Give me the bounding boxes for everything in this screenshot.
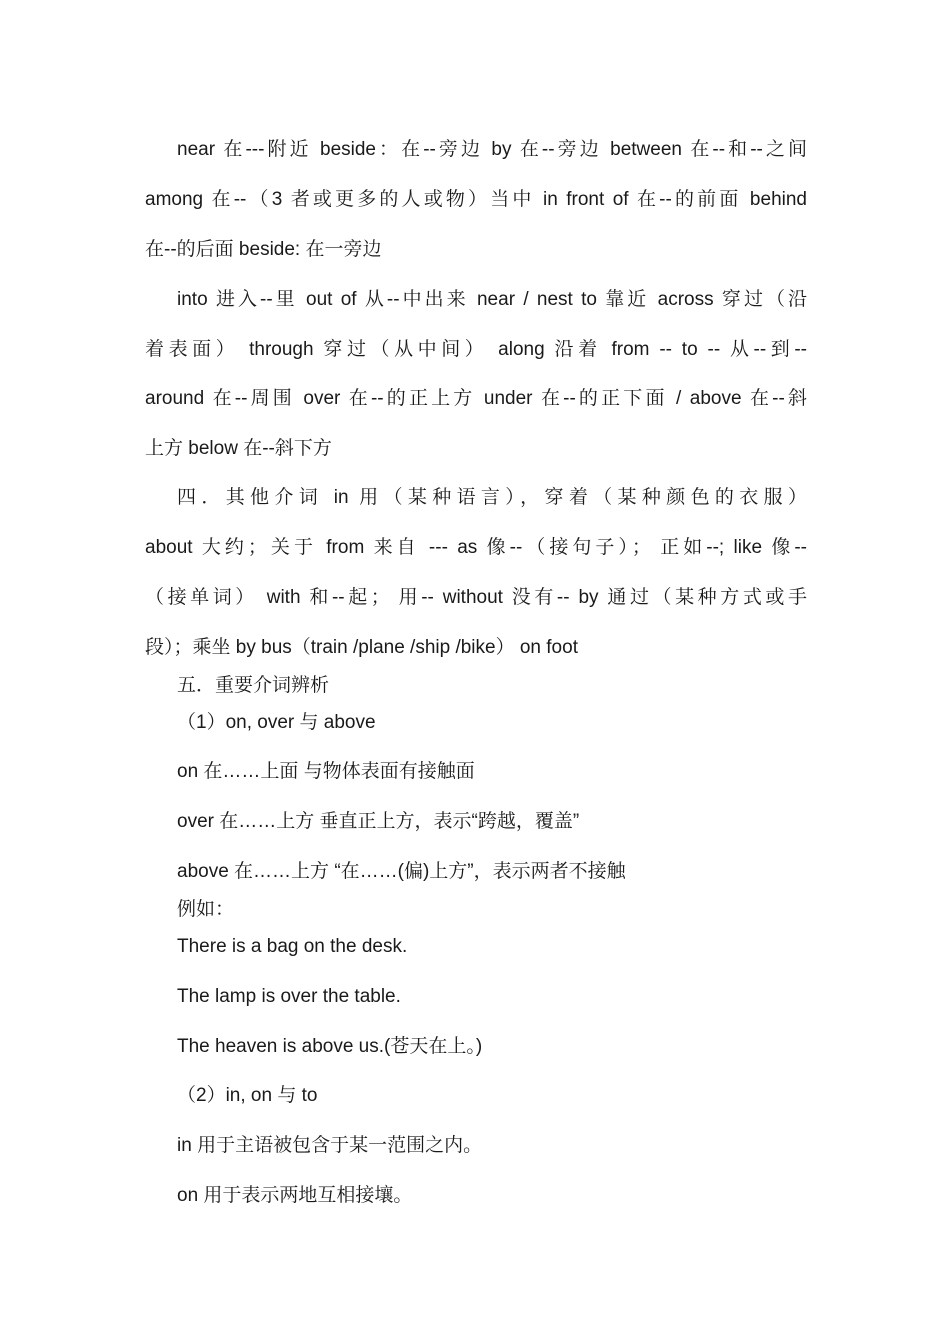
example-sentence: The heaven is above us.(苍天在上。) (177, 1036, 483, 1057)
definition-line: above 在……上方 “在……(偏)上方”，表示两者不接触 (177, 861, 626, 882)
text-line: among 在--（3 者或更多的人或物）当中 in front of 在--的前面 behind (145, 189, 807, 210)
definition-line: in 用于主语被包含于某一范围之内。 (177, 1135, 483, 1156)
subsection-heading: （2）in, on 与 to (177, 1085, 318, 1106)
text-line: around 在--周围 over 在--的正上方 under 在--的正下面 / above 在--斜 (145, 388, 807, 409)
text-line: into 进入--里 out of 从--中出来 near / nest to 靠近 across 穿过（沿 (177, 289, 807, 310)
text-line: 段）；乘坐 by bus（train /plane /ship /bike） on foot (145, 637, 578, 658)
text-line: 在--的后面 beside: 在一旁边 (145, 239, 382, 260)
text-line: near 在---附近 beside：在--旁边 by 在--旁边 between 在--和--之间 (177, 139, 807, 160)
examples-label: 例如： (177, 899, 235, 920)
section-five-heading: 五．重要介词辨析 (177, 675, 330, 696)
text-line: 上方 below 在--斜下方 (145, 438, 332, 459)
text-line: about 大约；关于 from 来自 --- as 像--（接句子）； 正如--; like 像-- (145, 537, 807, 558)
example-sentence: There is a bag on the desk. (177, 936, 408, 957)
example-sentence: The lamp is over the table. (177, 986, 401, 1007)
definition-line: on 在……上面 与物体表面有接触面 (177, 761, 475, 782)
definition-line: on 用于表示两地互相接壤。 (177, 1185, 413, 1206)
text-line: 着表面） through 穿过（从中间） along 沿着 from -- to -- 从--到-- (145, 339, 807, 360)
definition-line: over 在……上方 垂直正上方，表示“跨越，覆盖” (177, 811, 580, 832)
text-line: （接单词） with 和--起； 用-- without 没有-- by 通过（某种方式或手 (145, 587, 807, 608)
section-four-heading-line: 四．其他介词 in 用（某种语言），穿着（某种颜色的衣服） (177, 487, 807, 508)
subsection-heading: （1）on, over 与 above (177, 712, 376, 733)
